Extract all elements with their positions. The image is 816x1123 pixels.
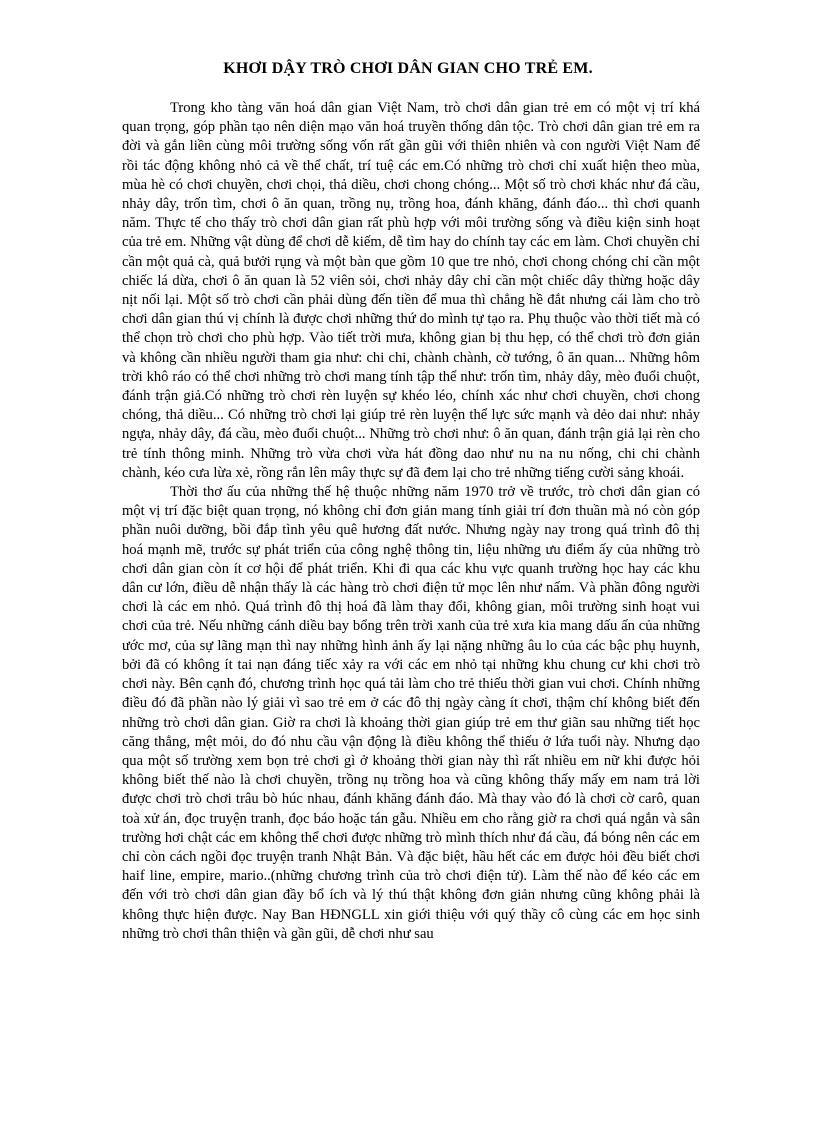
paragraph-history: Thời thơ ấu của những thế hệ thuộc những năm 1970 trở về trước, trò chơi dân gian có một vị trí đặc biệt quan trọng, nó không chỉ đơn giản mang tính giải trí đơn thuần mà nó còn góp phần nuôi dưỡng, bồi đắp tình yêu quê hương đất nước. Nhưng ngày nay trong quá trình đô thị hoá mạnh mẽ, trước sự phát triển của công nghệ thông tin, liệu những ưu điểm ấy của những trò chơi dân gian còn ít cơ hội để phát triển. Khi đi qua các khu vực quanh trường học hay các khu dân cư lớn, điều dễ nhận thấy là các hàng trò chơi điện tử mọc lên như nấm. Và phần đông người chơi là các em nhỏ. Quá trình đô thị hoá đã làm thay đổi, không gian, môi trường sinh hoạt vui chơi của trẻ. Nếu những cánh diều bay bổng trên trời xanh của trẻ xưa kia mang dấu ấn của những ước mơ, của sự lãng mạn thì nay những hình ảnh ấy lại nặng những âu lo của các bậc phụ huynh, bởi đã có không ít tai nạn đáng tiếc xảy ra với các em nhỏ tại những khu chung cư khi chơi trò chơi này. Bên cạnh đó, chương trình học quá tải làm cho trẻ thiếu thời gian vui chơi. Chính những điều đó đã phần nào lý giải vì sao trẻ em ở các đô thị ngày càng ít chơi, thậm chí không biết đến những trò chơi dân gian. Giờ ra chơi là khoảng thời gian giúp trẻ em thư giãn sau những tiết học căng thẳng, mệt mỏi, do đó nhu cầu vận động là điều không thể thiếu ở lứa tuổi này. Nhưng dạo qua một số trường xem bọn trẻ chơi gì ở khoảng thời gian này thì rất nhiều em nữ khi được hỏi không biết thế nào là chơi chuyền, trồng nụ trồng hoa và cũng không thấy mấy em nam trả lời được chơi trò chơi trâu bò húc nhau, đánh khăng đánh đáo. Mà thay vào đó là chơi cờ carô, quan toà xử án, đọc truyện tranh, đọc báo hoặc tán gẫu. Nhiều em cho rằng giờ ra chơi quá ngắn và sân trường hơi chật các em không thể chơi được những trò mình thích như đá cầu, đá bóng nên các em chỉ còn cách ngồi đọc truyện tranh Nhật Bản. Và đặc biệt, hầu hết các em được hỏi đều biết chơi haif line, empire, mario..(những chương trình của trò chơi điện tử). Làm thế nào để kéo các em đến với trò chơi dân gian đầy bổ ích và lý thú thật không đơn giản nhưng cũng không phải là không thực hiện được. Nay Ban HĐNGLL xin giới thiệu với quý thầy cô cùng các em học sinh những trò chơi thân thiện và gần gũi, dễ chơi như sau: [122, 484, 700, 942]
document-title: KHƠI DẬY TRÒ CHƠI DÂN GIAN CHO TRẺ EM.: [223, 60, 593, 77]
paragraph-intro: Trong kho tàng văn hoá dân gian Việt Nam, trò chơi dân gian trẻ em có một vị trí khá quan trọng, góp phần tạo nên diện mạo văn hoá truyền thống dân tộc. Trò chơi dân gian trẻ em ra đời và gắn liền cùng môi trường sống vốn rất gần gũi với thiên nhiên và con người Việt Nam để rồi tác động không nhỏ cả về thể chất, trí tuệ các em.Có những trò chơi chỉ xuất hiện theo mùa, mùa hè có chơi chuyền, chơi chọi, thả diều, chơi chong chóng... Một số trò chơi khác như đá cầu, nhảy dây, trốn tìm, chơi ô ăn quan, trồng nụ, trồng hoa, đánh khăng, đánh đáo... thì chơi quanh năm. Thực tế cho thấy trò chơi dân gian rất phù hợp với môi trường sống và điều kiện sinh hoạt của trẻ em. Những vật dùng để chơi dễ kiếm, dễ tìm hay do chính tay các em làm. Chơi chuyền chỉ cần một quả cà, quả bưởi rụng và một bàn que gồm 10 que tre nhỏ, chơi chong chóng chỉ cần một chiếc lá dừa, chơi ô ăn quan là 52 viên sỏi, chơi nhảy dây chỉ cần một chiếc dây thừng hoặc dây nịt nối lại. Một số trò chơi cần phải dùng đến tiền để mua thì chẳng hề đắt nhưng cái làm cho trò chơi dân gian thú vị chính là được chơi những thứ do mình tự tạo ra. Phụ thuộc vào thời tiết mà có thể chọn trò chơi cho phù hợp. Vào tiết trời mưa, không gian bị thu hẹp, có thể chơi trò đơn giản và không cần nhiều người tham gia như: chi chi, chành chành, cờ tướng, ô ăn quan... Những hôm trời khô ráo có thể chơi những trò chơi mang tính tập thể như: trốn tìm, nhảy dây, mèo đuổi chuột, đánh trận giả.Có những trò chơi rèn luyện sự khéo léo, chính xác như chơi chuyền, chơi chong chóng, thả diều... Có những trò chơi lại giúp trẻ rèn luyện thể lực sức mạnh và dẻo dai như: nhảy ngựa, nhảy dây, đá cầu, mèo đuổi chuột... Những trò chơi như: ô ăn quan, đánh trận giả lại rèn cho trẻ tính thông minh. Những trò vừa chơi vừa hát đồng dao như nu na nu nống, chi chi chành chành, kéo cưa lừa xẻ, rồng rắn lên mây thực sự đã đem lại cho trẻ những tiếng cười sảng khoái.: [122, 100, 700, 481]
document-body: [122, 99, 700, 944]
